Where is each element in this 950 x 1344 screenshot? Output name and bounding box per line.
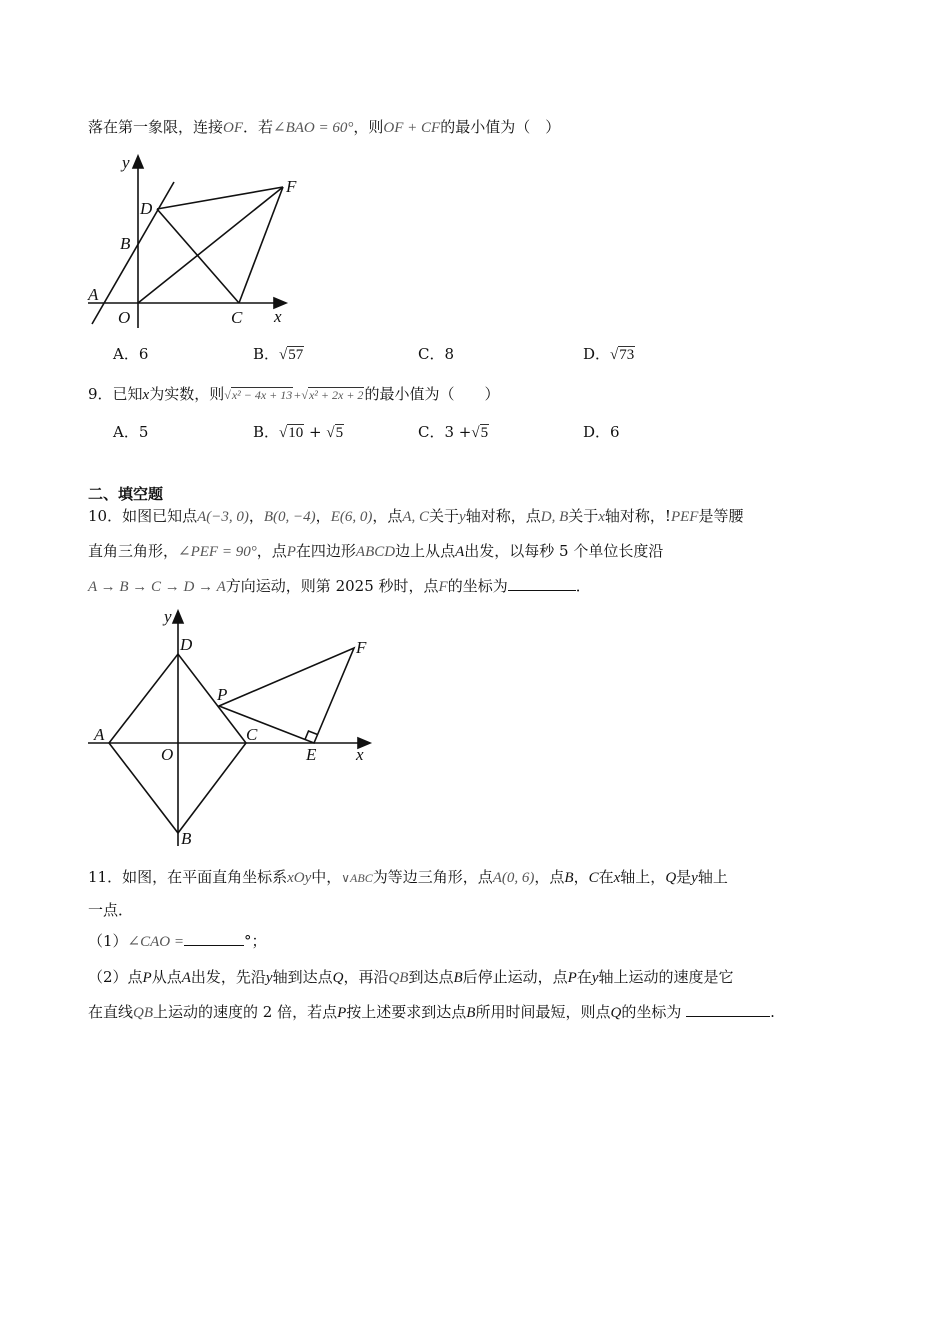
q11-math-b: B — [564, 870, 574, 886]
q8-option-d-radicand: 73 — [619, 347, 635, 363]
q11-part3-b: 上运动的速度的 2 倍，若点 — [153, 1003, 338, 1021]
q10-math-db: D, B — [540, 509, 569, 525]
q11-part2-a: （2）点 — [88, 968, 143, 986]
q11-part3-q: Q — [610, 1005, 622, 1021]
q10-sep-1: ， — [248, 507, 264, 525]
q11-part3-p: P — [337, 1005, 347, 1021]
q9-option-c-radicand: 5 — [480, 425, 489, 441]
q11-part3-e: 的坐标为 — [621, 1003, 682, 1021]
q8-label-x: x — [274, 307, 282, 326]
q10-math-p: P — [286, 544, 296, 560]
q10-label-c: C — [246, 725, 258, 744]
q10-text-2a: 直角三角形， — [88, 542, 179, 560]
q11-math-q: Q — [665, 870, 677, 886]
q10-line-3 — [88, 575, 591, 598]
q11-part2-p: P — [142, 970, 152, 986]
q10-label-y: y — [164, 607, 172, 626]
q9-option-b-plus: + — [309, 423, 322, 441]
q11-part2-b: 从点 — [151, 968, 182, 986]
q10-math-a: A — [455, 544, 465, 560]
q11-comma: ， — [573, 868, 589, 886]
q8-figure — [80, 150, 300, 332]
q10-label-e: E — [306, 745, 317, 764]
q9-option-b-radicand1: 10 — [288, 425, 304, 441]
q9-option-b-sqrt2: √5 — [326, 425, 344, 441]
q11-line-1 — [88, 866, 728, 889]
q10-math-ac: A, C — [402, 509, 430, 525]
q10-text-2c: 在四边形 — [295, 542, 356, 560]
q10-math-pef: PEF — [670, 509, 699, 525]
q8-option-a-value: 6 — [138, 345, 149, 363]
q11-text-1a: 11．如图，在平面直角坐标系 — [88, 868, 288, 886]
q11-part2-p2: P — [567, 970, 577, 986]
q9-sqrt-2: √x² + 2x + 2 — [301, 388, 364, 402]
q11-part3-d: 所用时间最短，则点 — [475, 1003, 611, 1021]
q8-option-b-letter: B． — [253, 345, 280, 363]
q11-part2-y2: y — [591, 970, 599, 986]
q11-part2-qb: QB — [388, 970, 409, 986]
q10-figure — [84, 606, 384, 850]
q9-option-b-letter: B． — [253, 423, 280, 441]
q11-part3-c: 按上述要求到达点 — [346, 1003, 467, 1021]
q9-sqrt-1: √x² − 4x + 13 — [224, 388, 293, 402]
q11-part-2-cont — [88, 1001, 775, 1024]
q10-math-y: y — [459, 509, 466, 525]
q11-part2-i: 轴上运动的速度是它 — [598, 968, 734, 986]
q11-math-y: y — [691, 870, 698, 886]
q10-line-1 — [88, 505, 743, 528]
q8-option-a-letter: A． — [113, 345, 139, 363]
q9-option-d — [583, 421, 620, 443]
q9-option-b-sqrt1: √10 — [279, 425, 304, 441]
q10-math-f: F — [438, 579, 448, 595]
q11-math-pa: A(0, 6) — [492, 870, 535, 886]
q10-text-1f: 轴对称，! — [604, 507, 671, 525]
q11-part2-b-point: B — [453, 970, 463, 986]
q10-math-angle: ∠PEF = 90° — [178, 544, 257, 560]
q8-option-a — [113, 343, 148, 365]
q11-text-1c: 为等边三角形，点 — [372, 868, 493, 886]
q8-option-d-letter: D． — [583, 345, 611, 363]
q8-option-b — [253, 343, 304, 366]
q10-y-arrow — [173, 611, 183, 623]
q11-part1-end: °； — [244, 932, 267, 950]
q8-text-b: ．若 — [243, 118, 274, 136]
q11-math-xoy: xOy — [287, 870, 312, 886]
q10-text-2e: 出发，以每秒 5 个单位长度沿 — [464, 542, 664, 560]
q11-text-1h: 轴上 — [697, 868, 728, 886]
q8-segment-df — [157, 187, 283, 209]
q11-part3-end: . — [770, 1003, 775, 1021]
q9-option-a-letter: A． — [113, 423, 139, 441]
q10-answer-blank[interactable] — [508, 576, 576, 591]
q9-option-c-letter: C． — [418, 423, 445, 441]
q11-part3-a: 在直线 — [88, 1003, 134, 1021]
q9-text-a: 为实数，则 — [149, 385, 225, 403]
q8-label-a: A — [88, 285, 99, 304]
q9-var: x — [142, 387, 150, 403]
q10-text-1d: 轴对称，点 — [465, 507, 541, 525]
q8-text-d: 的最小值为（ ） — [440, 118, 561, 136]
q9-option-c — [418, 421, 489, 444]
q11-part3-qb: QB — [133, 1005, 154, 1021]
q10-triangle-pef — [219, 648, 354, 743]
q8-math-expr: OF + CF — [383, 120, 441, 136]
section-title: 二、填空题 — [88, 485, 164, 503]
q9-option-a-value: 5 — [138, 423, 149, 441]
q11-part-2 — [88, 966, 734, 989]
q11-part-1 — [88, 930, 267, 953]
q11-text-1e: 在 — [598, 868, 614, 886]
q10-label-a: A — [94, 725, 105, 744]
q8-option-c-letter: C． — [418, 345, 445, 363]
q8-option-c — [418, 343, 454, 365]
q11-part2-h: 在 — [576, 968, 592, 986]
q9-radicand-2: x² + 2x + 2 — [308, 388, 364, 402]
q11-part3-b-point: B — [466, 1005, 476, 1021]
q8-option-d-sqrt: √73 — [610, 347, 635, 363]
q9-option-b-radicand2: 5 — [335, 425, 344, 441]
q10-math-pa: A(−3, 0) — [197, 509, 249, 525]
q10-text-2d: 边上从点 — [395, 542, 456, 560]
q9-plus: + — [293, 388, 302, 402]
q11-part2-f: 到达点 — [408, 968, 454, 986]
q10-label-p: P — [217, 685, 228, 704]
q8-label-d: D — [140, 199, 153, 218]
q9-stem — [88, 383, 499, 406]
q10-text-1c: 关于 — [429, 507, 460, 525]
q11-text-1f: 轴上， — [620, 868, 666, 886]
q8-label-f: F — [286, 177, 297, 196]
q11-part2-c: 出发，先沿 — [190, 968, 266, 986]
q8-option-d — [583, 343, 635, 366]
q8-label-c: C — [231, 308, 243, 327]
q10-text-1e: 关于 — [568, 507, 599, 525]
q9-number: 9．已知 — [88, 385, 143, 403]
q9-radicand-1: x² − 4x + 13 — [231, 388, 293, 402]
q8-text-c: ，则 — [353, 118, 384, 136]
q10-label-o: O — [161, 745, 174, 764]
q10-line-2 — [88, 540, 663, 563]
q11-part2-q: Q — [332, 970, 344, 986]
q11-part2-a-point: A — [181, 970, 191, 986]
q11-part1-label: （1） — [88, 932, 128, 950]
q11-math-c: C — [588, 870, 599, 886]
q10-math-abcd: ABCD — [355, 544, 396, 560]
q8-option-c-value: 8 — [444, 345, 455, 363]
q8-label-b: B — [120, 234, 131, 253]
q11-part2-y1: y — [265, 970, 273, 986]
q8-label-o: O — [118, 308, 131, 327]
q11-text-1g: 是 — [676, 868, 692, 886]
q8-label-y: y — [122, 153, 130, 172]
q11-part2-blank[interactable] — [686, 1002, 770, 1017]
q10-text-1b: ，点 — [372, 507, 403, 525]
q11-line-2: 一点． — [88, 901, 134, 919]
q10-text-end: ． — [575, 577, 591, 595]
q10-text-3a: 方向运动，则第 2025 秒时，点 — [225, 577, 439, 595]
q9-option-c-pre: 3 + — [444, 423, 472, 441]
q10-label-b: B — [181, 829, 192, 848]
q9-option-b — [253, 421, 344, 444]
q11-math-x: x — [613, 870, 621, 886]
q10-math-pe: E(6, 0) — [330, 509, 373, 525]
q10-sep-2: ， — [315, 507, 331, 525]
q10-math-pb: B(0, −4) — [263, 509, 316, 525]
q10-label-x: x — [356, 745, 364, 764]
q11-part1-blank[interactable] — [184, 931, 244, 946]
q11-text-1d: ，点 — [534, 868, 565, 886]
q10-text-1a: 10．如图已知点 — [88, 507, 198, 525]
q8-stem — [88, 116, 560, 139]
q8-y-arrow — [133, 156, 143, 168]
q8-math-of: OF — [223, 120, 244, 136]
q10-label-f: F — [356, 638, 367, 657]
q9-option-d-letter: D． — [583, 423, 611, 441]
q11-part2-g: 后停止运动，点 — [462, 968, 568, 986]
q9-text-b: 的最小值为（ ） — [364, 385, 500, 403]
q8-option-b-sqrt: √57 — [279, 347, 304, 363]
q10-text-3b: 的坐标为 — [447, 577, 508, 595]
q11-text-1b: 中， — [311, 868, 342, 886]
q10-text-2b: ，点 — [256, 542, 287, 560]
q11-math-cao: ∠CAO = — [127, 934, 184, 950]
q10-math-path: A → B → C → D → A — [88, 579, 226, 595]
q9-option-a — [113, 421, 148, 443]
q10-text-1g: 是等腰 — [698, 507, 744, 525]
q9-option-c-sqrt: √5 — [471, 425, 489, 441]
q11-math-abc: ∨ABC — [341, 871, 373, 885]
q9-option-d-value: 6 — [610, 423, 620, 441]
q10-label-d: D — [180, 635, 193, 654]
q8-math-angle: ∠BAO = 60° — [273, 120, 354, 136]
q11-part2-e: ，再沿 — [343, 968, 389, 986]
q10-math-x: x — [598, 509, 605, 525]
q11-part2-d: 轴到达点 — [272, 968, 333, 986]
q8-option-b-radicand: 57 — [288, 347, 304, 363]
q8-text-a: 落在第一象限，连接 — [88, 118, 224, 136]
